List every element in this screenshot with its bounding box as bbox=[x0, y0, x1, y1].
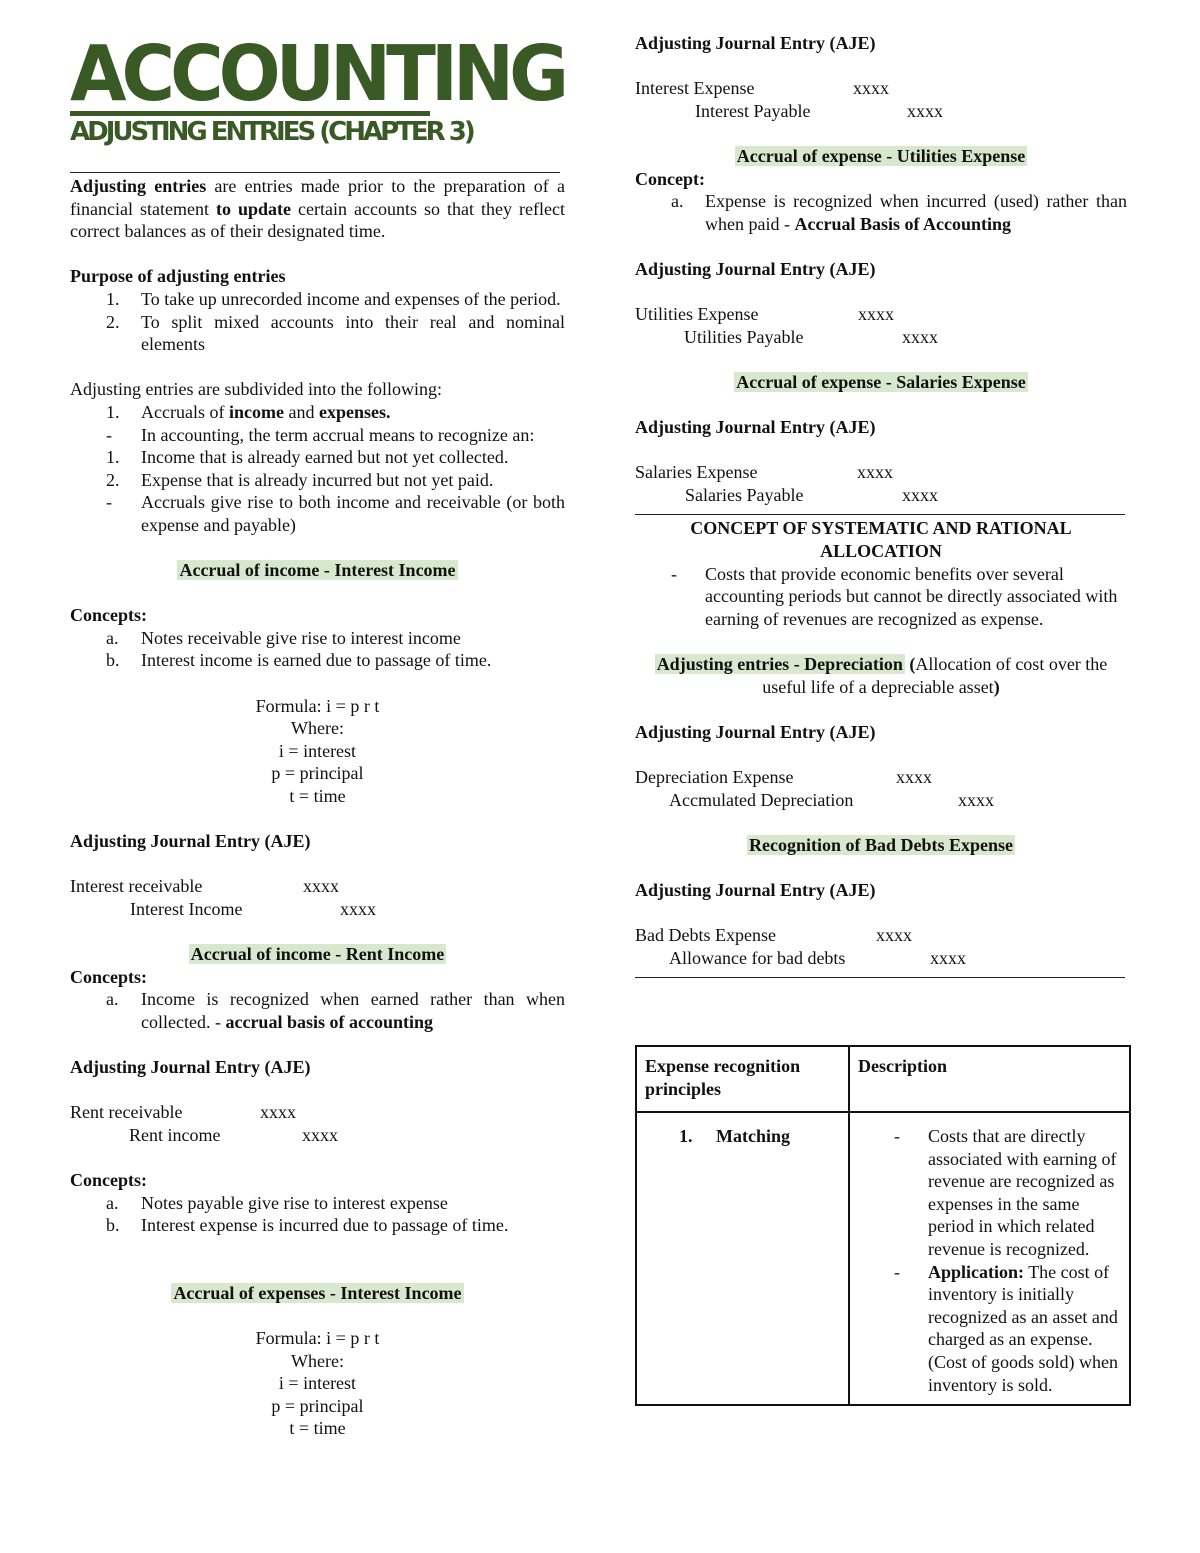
journal-entry: Rent receivable xxxx Rent income xxxx bbox=[70, 1102, 338, 1145]
list-item: - Accruals give rise to both income and receivable (or both expense and payable) bbox=[106, 492, 565, 535]
list-item: b. Interest expense is incurred due to passage of time. bbox=[106, 1215, 509, 1236]
aje-title: Adjusting Journal Entry (AJE) bbox=[635, 417, 876, 438]
aje-title: Adjusting Journal Entry (AJE) bbox=[635, 879, 876, 900]
journal-entry: Interest Expense xxxx Interest Payable xxxx bbox=[635, 78, 943, 121]
right-body bbox=[635, 32, 1127, 978]
logo-subtitle: ADJUSTING ENTRIES (CHAPTER 3) bbox=[70, 117, 473, 147]
list-item: a. Notes payable give rise to interest expense bbox=[106, 1192, 448, 1213]
expense-recognition-table bbox=[635, 1045, 1131, 1406]
list-item: 1. Income that is already earned but not yet collected. bbox=[106, 447, 509, 468]
concept-label: Concept: bbox=[635, 168, 705, 189]
list-item: 1. To take up unrecorded income and expenses of the period. bbox=[106, 288, 561, 309]
left-body bbox=[70, 175, 565, 1440]
aje-title: Adjusting Journal Entry (AJE) bbox=[635, 33, 876, 53]
list-item: - Costs that provide economic benefits over several accounting periods but cannot be directly associated with earning of revenues are recognized as expense. bbox=[671, 563, 1118, 629]
journal-entry: Salaries Expense xxxx Salaries Payable xxxx bbox=[635, 462, 938, 505]
section-heading: Accrual of income - Interest Income bbox=[179, 560, 456, 581]
subdivided-lead: Adjusting entries are subdivided into the following: bbox=[70, 379, 442, 400]
journal-entry: Bad Debts Expense xxxx Allowance for bad debts xxxx bbox=[635, 925, 966, 968]
section-heading: Accrual of expenses - Interest Income bbox=[173, 1282, 462, 1303]
list-item: b. Interest income is earned due to passage of time. bbox=[106, 650, 492, 671]
list-item: a. Notes receivable give rise to interest income bbox=[106, 627, 461, 648]
journal-entry: Depreciation Expense xxxx Accmulated Depreciation xxxx bbox=[635, 767, 994, 810]
logo-title: ACCOUNTING bbox=[70, 29, 565, 119]
list-item: - Application: The cost of inventory is initially recognized as an asset and charged as an expense. (Cost of goods sold) when inventory is sold. bbox=[894, 1261, 1118, 1395]
purpose-title: Purpose of adjusting entries bbox=[70, 266, 286, 287]
logo bbox=[70, 29, 565, 147]
journal-entry: Utilities Expense xxxx Utilities Payable xxxx bbox=[635, 304, 938, 347]
list-item: 1. Accruals of income and expenses. bbox=[106, 401, 391, 422]
concepts-label: Concepts: bbox=[70, 605, 147, 626]
aje-title: Adjusting Journal Entry (AJE) bbox=[635, 258, 876, 279]
divider bbox=[70, 172, 560, 173]
table-header-cell: Description bbox=[849, 1046, 1130, 1112]
concepts-label: Concepts: bbox=[70, 966, 147, 987]
aje-title: Adjusting Journal Entry (AJE) bbox=[70, 1057, 311, 1078]
divider bbox=[635, 977, 1125, 978]
formula-block: Formula: i = p r t Where: i = interest p = principal t = time bbox=[255, 695, 380, 807]
section-heading: Accrual of expense - Utilities Expense bbox=[736, 145, 1026, 166]
table-header-row bbox=[636, 1046, 1130, 1112]
table-row bbox=[636, 1112, 1130, 1405]
list-item: 2. To split mixed accounts into their real and nominal elements bbox=[106, 311, 565, 355]
section-heading: Recognition of Bad Debts Expense bbox=[748, 834, 1013, 855]
table-cell: 1. Matching bbox=[636, 1112, 849, 1405]
journal-entry: Interest receivable xxxx Interest Income xxxx bbox=[70, 876, 376, 919]
systematic-title: CONCEPT OF SYSTEMATIC AND RATIONAL ALLOCATION bbox=[690, 518, 1072, 562]
aje-title: Adjusting Journal Entry (AJE) bbox=[635, 721, 876, 742]
list-item: - Costs that are directly associated with earning of revenue are recognized as expenses in the same period in which related revenue is recognized. bbox=[894, 1126, 1117, 1259]
section-heading: Accrual of expense - Salaries Expense bbox=[736, 371, 1026, 392]
list-item: a. Income is recognized when earned rather than when collected. - accrual basis of accounting bbox=[106, 989, 565, 1032]
list-item: a. Expense is recognized when incurred (used) rather than when paid - Accrual Basis of Accounting bbox=[671, 191, 1127, 234]
divider bbox=[635, 514, 1125, 515]
formula-block: Formula: i = p r t Where: i = interest p = principal t = time bbox=[255, 1328, 380, 1439]
section-heading: Accrual of income - Rent Income bbox=[190, 944, 445, 965]
table-cell bbox=[849, 1112, 1130, 1405]
table-header-cell: Expense recognition principles bbox=[636, 1046, 849, 1112]
list-item: 2. Expense that is already incurred but not yet paid. bbox=[106, 469, 494, 490]
list-item: - In accounting, the term accrual means to recognize an: bbox=[106, 424, 535, 445]
section-heading: Adjusting entries - Depreciation (Allocation of cost over the useful life of a depreciable asset) bbox=[656, 654, 1108, 697]
intro-paragraph: Adjusting entries are entries made prior to the preparation of a financial statement to update certain accounts so that they reflect correct balances as of their designated time. bbox=[70, 176, 565, 242]
aje-title: Adjusting Journal Entry (AJE) bbox=[70, 831, 311, 852]
concepts-label: Concepts: bbox=[70, 1170, 147, 1191]
